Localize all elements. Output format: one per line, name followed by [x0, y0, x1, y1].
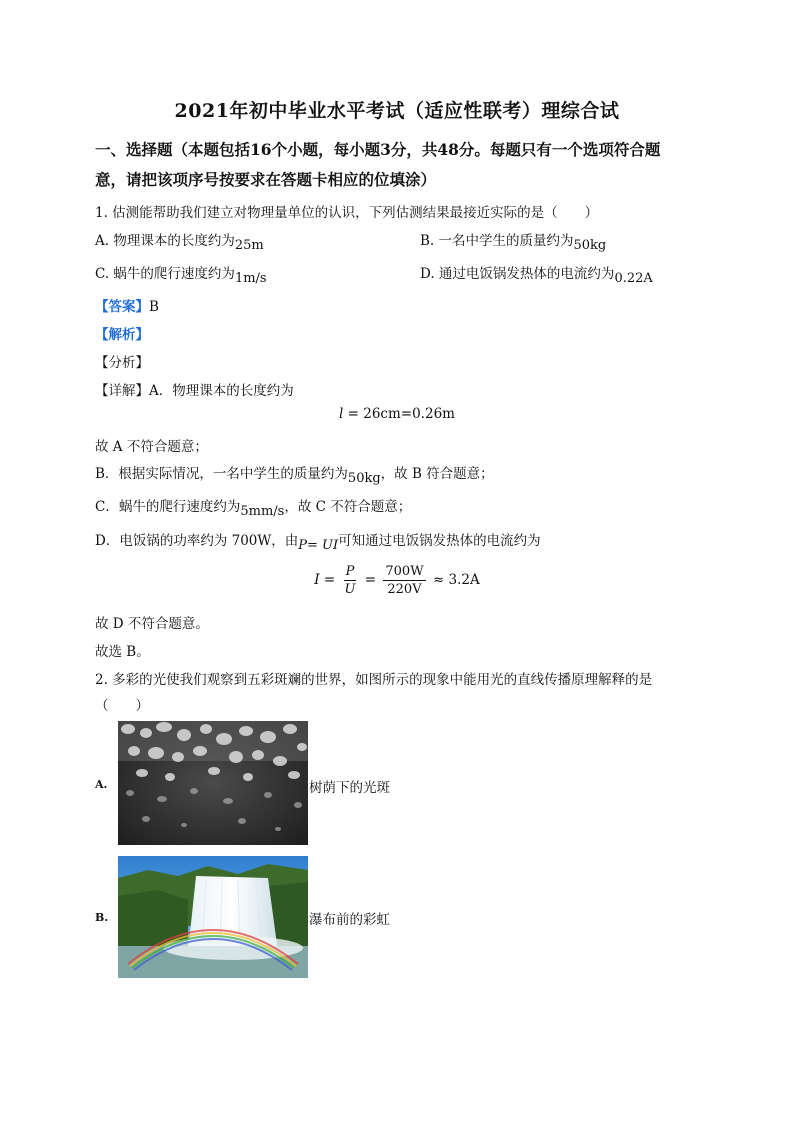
equation-current — [0, 563, 794, 598]
q1-stem: 1. 估测能帮助我们建立对物理量单位的认识，下列估测结果最接近实际的是（ ） — [95, 205, 599, 221]
detail-d-tail: 可知通过电饭锅发热体的电流约为 — [338, 533, 541, 549]
detail-d — [95, 529, 541, 553]
q1-option-d-value: 0.22A — [614, 271, 653, 286]
eq2-frac1-den: U — [344, 582, 356, 597]
detail-d-formula-lhs: P — [298, 538, 308, 553]
q1-option-b-value: 50kg — [573, 238, 607, 253]
eq2-frac1-num: P — [345, 564, 355, 579]
detail-a — [95, 379, 294, 399]
tree-shade-light-spots-image — [118, 721, 308, 845]
eq1-rhs: = 26cm=0.26m — [347, 406, 455, 422]
answer-label: 【答案】 — [95, 299, 149, 315]
q1-option-d-text: D. 通过电饭锅发热体的电流约为 — [420, 266, 615, 282]
detail-c-value: 5mm/s — [240, 504, 285, 519]
page-title: 2021年初中毕业水平考试（适应性联考）理综合试 — [174, 100, 620, 122]
eq2-frac-pu — [343, 563, 358, 598]
detail-c-text: C．蜗牛的爬行速度约为 — [95, 499, 241, 515]
detail-a-text: A．物理课本的长度约为 — [149, 383, 294, 399]
fenxi-label: 【分析】 — [95, 355, 149, 371]
detail-label: 【详解】 — [95, 383, 149, 399]
eq2-frac2-num: 700W — [385, 564, 424, 579]
detail-c-tail: ，故 C 不符合题意； — [284, 499, 412, 515]
answer-value: B — [149, 299, 159, 315]
q2-option-a-caption: 树荫下的光斑 — [309, 780, 390, 796]
detail-c — [95, 495, 412, 519]
equation-length — [0, 406, 794, 422]
q1-option-b-text: B. 一名中学生的质量约为 — [420, 233, 574, 249]
d-conclusion: 故 D 不符合题意。 — [95, 616, 209, 632]
section-header-line1: 一、选择题（本题包括16个小题，每小题3分，共48分。每题只有一个选项符合题 — [95, 140, 661, 159]
eq2-frac-values — [383, 563, 425, 598]
analysis-label: 【解析】 — [95, 327, 149, 343]
q1-answer — [95, 295, 159, 315]
q2-option-a-letter: A. — [95, 778, 108, 791]
q1-option-a — [95, 229, 264, 253]
q1-option-b — [420, 229, 607, 253]
detail-b-value: 50kg — [347, 471, 381, 486]
eq1-var: l — [339, 406, 344, 422]
q1-option-c — [95, 262, 267, 286]
detail-b-tail: ，故 B 符合题意； — [380, 466, 494, 482]
q2-stem-line2: （ ） — [95, 698, 149, 714]
eq2-frac2-den: 220V — [387, 582, 422, 597]
q2-option-b-caption: 瀑布前的彩虹 — [309, 912, 390, 928]
eq2-result: ≈ 3.2A — [432, 572, 480, 588]
eq2-lhs: I = — [314, 572, 336, 588]
section-header-line2: 意，请把该项序号按要求在答题卡相应的位填涂） — [95, 170, 437, 189]
a-conclusion: 故 A 不符合题意； — [95, 439, 208, 455]
q1-option-c-value: 1m/s — [234, 271, 267, 286]
q1-option-a-text: A. 物理课本的长度约为 — [95, 233, 235, 249]
q1-option-d — [420, 262, 653, 286]
q1-option-c-text: C. 蜗牛的爬行速度约为 — [95, 266, 235, 282]
q2-option-b-letter: B. — [95, 911, 109, 924]
final-answer: 故选 B。 — [95, 644, 150, 660]
eq2-equals: = — [364, 572, 377, 588]
detail-d-text: D．电饭锅的功率约为 700W，由 — [95, 533, 299, 549]
q1-option-a-value: 25m — [234, 238, 264, 253]
detail-b — [95, 462, 494, 486]
detail-d-formula-rhs: = UI — [307, 538, 339, 553]
detail-b-text: B．根据实际情况，一名中学生的质量约为 — [95, 466, 348, 482]
waterfall-rainbow-image — [118, 856, 308, 978]
q2-stem-line1: 2. 多彩的光使我们观察到五彩斑斓的世界，如图所示的现象中能用光的直线传播原理解释的是 — [95, 672, 653, 688]
